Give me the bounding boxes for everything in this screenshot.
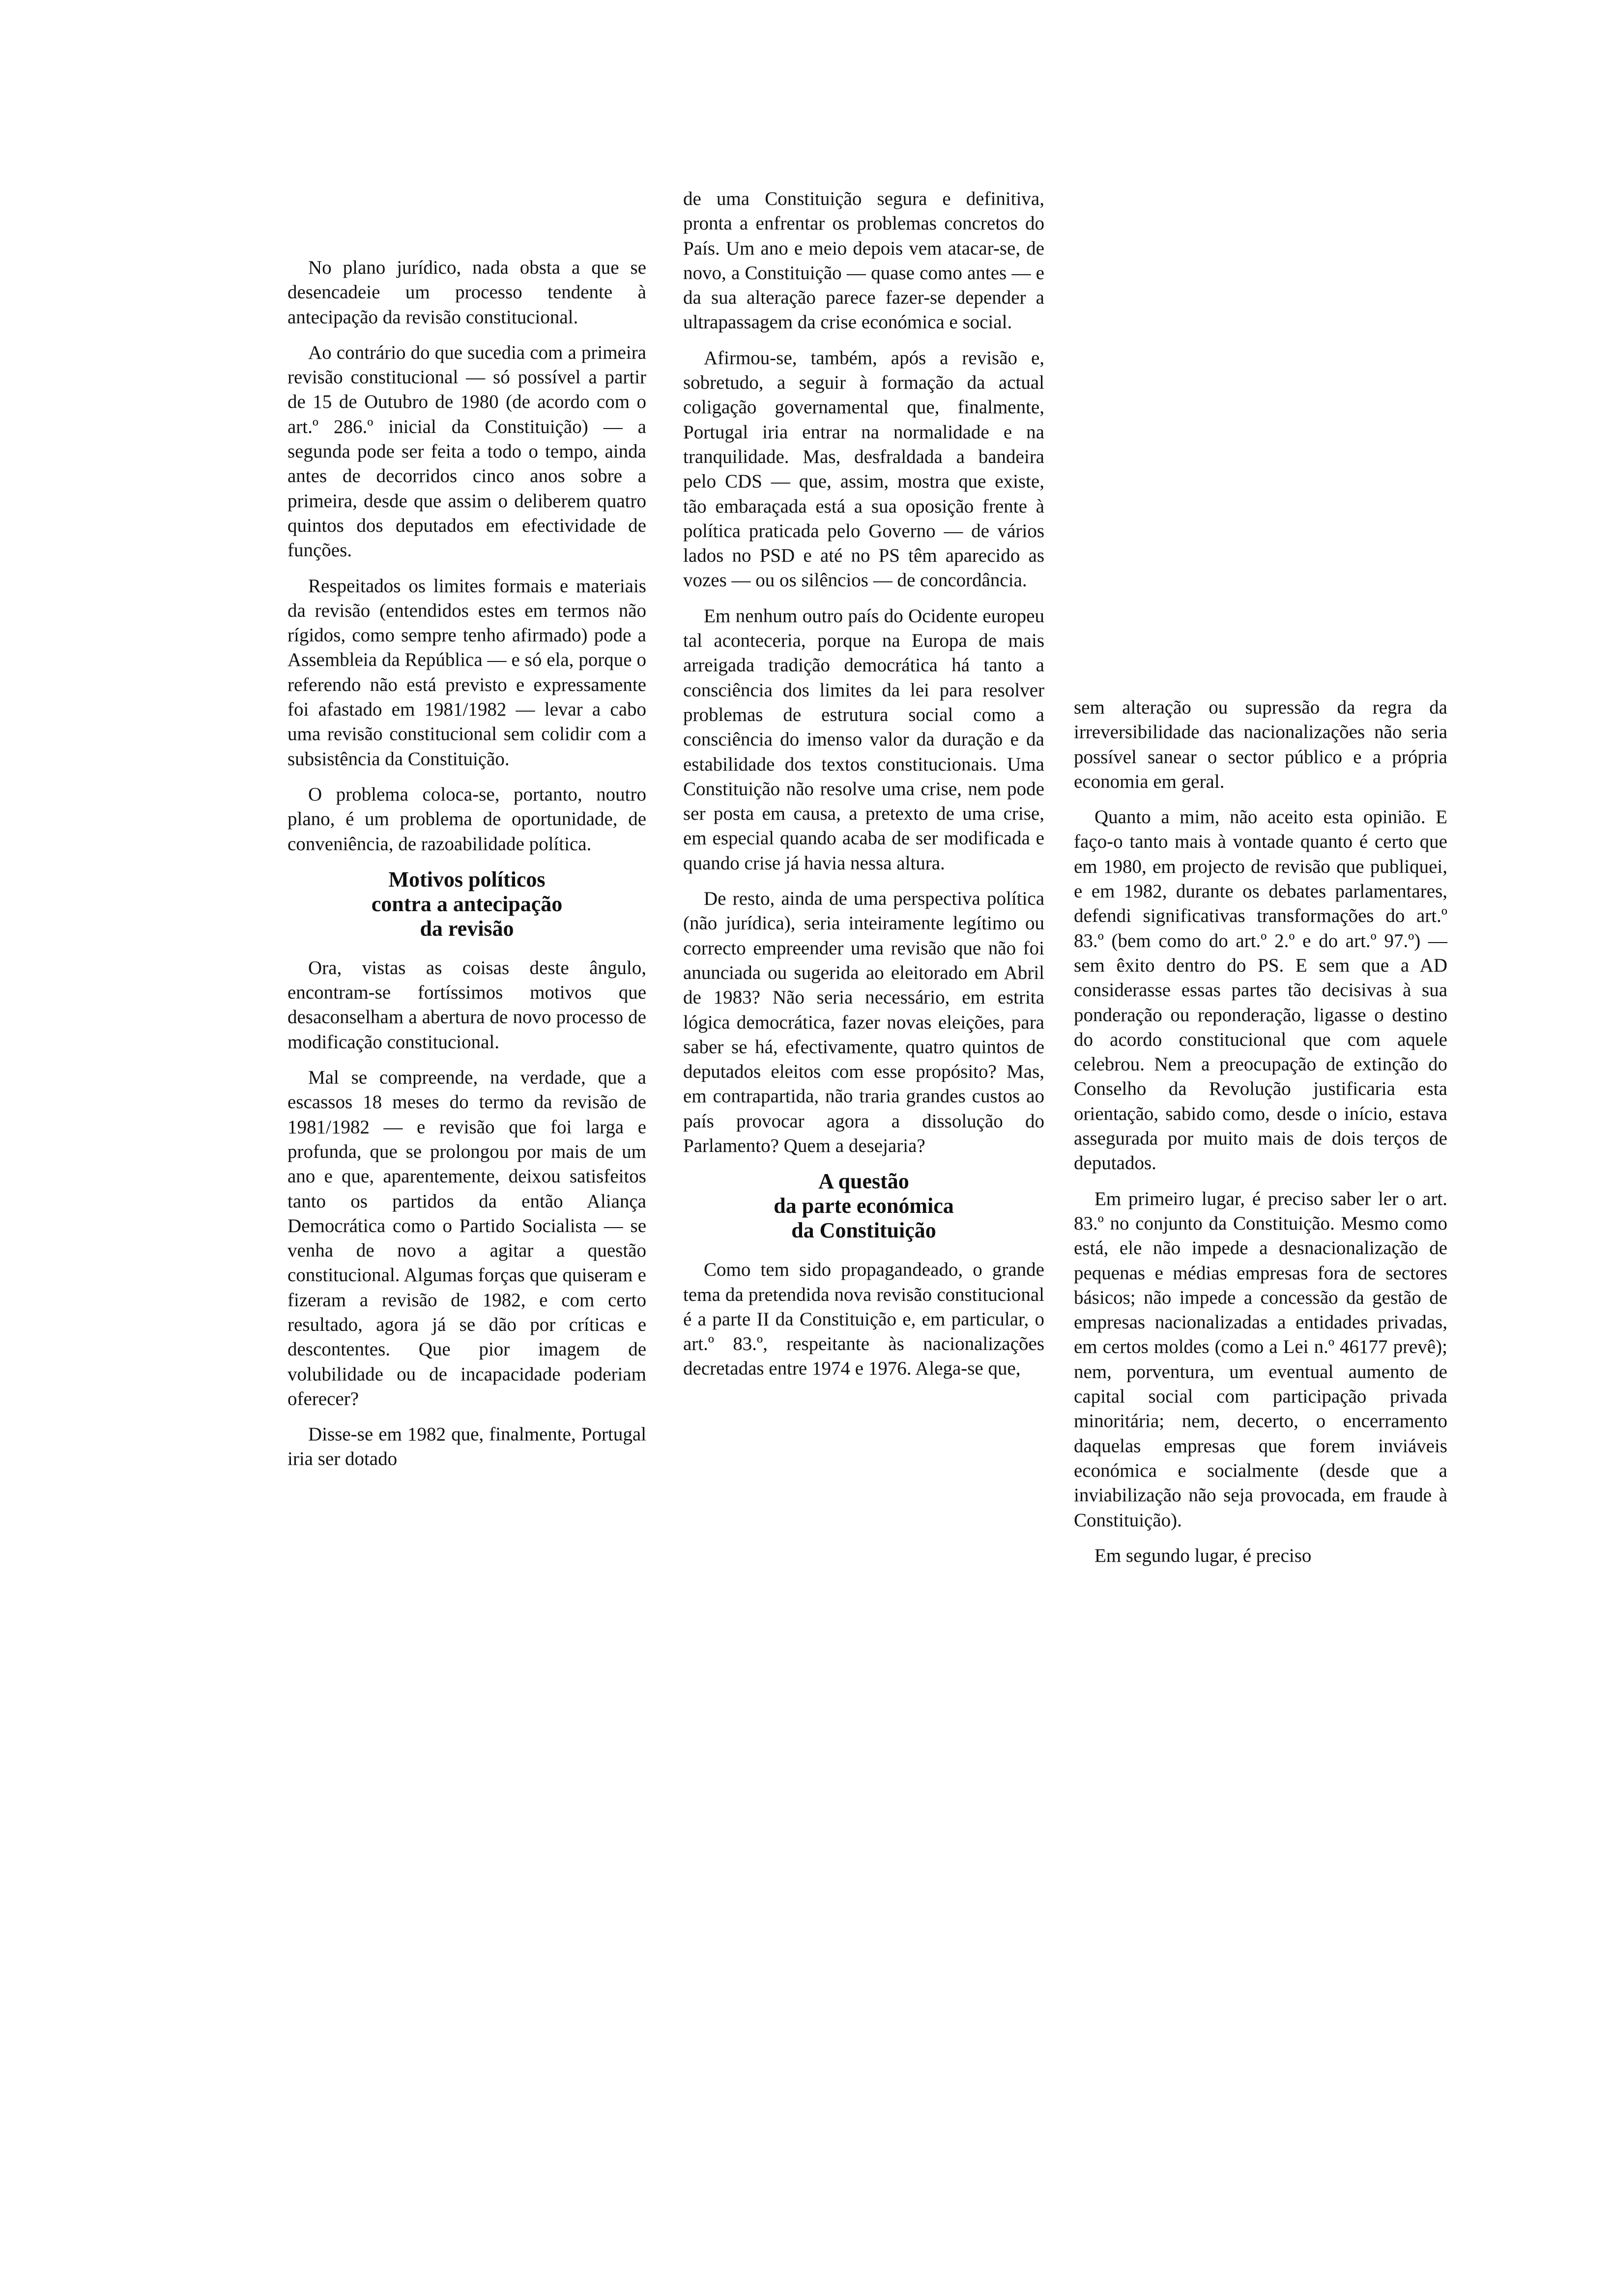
left-paragraph-3: Respeitados os limites formais e materiais da revisão (entendidos estes em termos não rígidos, como sempre tenho afirmado) pode a Assembleia da República — e só ela, porque o referendo não está previsto e expressamente foi afastado em 1981/1982 — levar a cabo uma revisão constitucional sem colidir com a subsistência da Constituição. — [288, 575, 646, 770]
left-paragraph-2: Ao contrário do que sucedia com a primeira revisão constitucional — só possível a partir de 15 de Outubro de 1980 (de acordo com o art.º 286.º inicial da Constituição) — a segunda pode ser feita a todo o tempo, ainda antes de decorridos cinco anos sobre a primeira, desde que assim o deliberem quatro quintos dos deputados em efectividade de funções. — [288, 342, 646, 561]
left-paragraph-7: Disse-se em 1982 que, finalmente, Portugal iria ser dotado — [288, 1424, 646, 1470]
middle-paragraph-2: Afirmou-se, também, após a revisão e, sobretudo, a seguir à formação da actual coligação governamental que, finalmente, Portugal iria entrar na normalidade e na tranquilidade. Mas, desfraldada a bandeira pelo CDS — que, assim, mostra que existe, tão embaraçada está a sua oposição frente à política praticada pelo Governo — de vários lados no PSD e até no PS têm aparecido as vozes — ou os silêncios — de concordância. — [683, 347, 1044, 591]
middle-column — [683, 187, 1044, 1392]
right-paragraph-2: Quanto a mim, não aceito esta opinião. E faço-o tanto mais à vontade quanto é certo que em 1980, em projecto de revisão que publiquei, e em 1982, durante os debates parlamentares, defendi significativas transformações do art.º 83.º (bem como do art.º 2.º e do art.º 97.º) — sem êxito dentro do PS. E sem que a AD considerasse essas partes tão decisivas à sua ponderação ou reponderação, ligasse o destino do acordo constitucional que com aquele celebrou. Nem a preocupação de extinção do Conselho da Revolução justificaria esta orientação, sabido como, desde o início, estava assegurada por muito mais de dois terços de deputados. — [1074, 806, 1447, 1174]
middle-paragraph-4: De resto, ainda de uma perspectiva política (não jurídica), seria inteiramente legítimo ou correcto empreender uma revisão que não foi anunciada ou sugerida ao eleitorado em Abril de 1983? Não seria necessário, em estrita lógica democrática, fazer novas eleições, para saber se há, efectivamente, quatro quintos de deputados eleitos com esse propósito? Mas, em contrapartida, não traria grandes custos ao país provocar agora a dissolução do Parlamento? Quem a desejaria? — [683, 888, 1044, 1156]
right-paragraph-1: sem alteração ou supressão da regra da irreversibilidade das nacionalizações não seria possível sanear o sector público e a própria economia em geral. — [1074, 697, 1447, 792]
heading-line: da parte económica — [774, 1194, 954, 1218]
heading-line: A questão — [818, 1169, 909, 1194]
left-paragraph-4: O problema coloca-se, portanto, noutro plano, é um problema de oportunidade, de conveniência, de razoabilidade política. — [288, 783, 646, 855]
left-paragraph-1: No plano jurídico, nada obsta a que se desencadeie um processo tendente à antecipação da revisão constitucional. — [288, 257, 646, 328]
heading-line: Motivos políticos — [388, 867, 546, 891]
left-paragraph-6: Mal se compreende, na verdade, que a escassos 18 meses do termo da revisão de 1981/1982 — e revisão que foi larga e profunda, que se prolongou por mais de um ano e que, aparentemente, deixou satisfeitos tanto os partidos da então Aliança Democrática como o Partido Socialista — se venha de novo a agitar a questão constitucional. Algumas forças que quiseram e fizeram a revisão de 1982, e com certo resultado, agora já se dão por críticas e descontentes. Que pior imagem de volubilidade ou de incapacidade poderiam oferecer? — [288, 1067, 646, 1409]
heading-line: contra a antecipação — [371, 891, 563, 916]
left-paragraph-5: Ora, vistas as coisas deste ângulo, encontram-se fortíssimos motivos que desaconselham a abertura de novo processo de modificação constitucional. — [288, 957, 646, 1053]
right-paragraph-4: Em segundo lugar, é preciso — [1094, 1545, 1312, 1566]
section-heading-questao — [683, 1169, 1044, 1243]
heading-line: da Constituição — [791, 1218, 936, 1243]
right-column — [1074, 695, 1447, 1579]
middle-paragraph-3: Em nenhum outro país do Ocidente europeu tal aconteceria, porque na Europa de mais arreigada tradição democrática há tanto a consciência dos limites da lei para resolver problemas de estrutura social como a consciência do imenso valor da duração e da estabilidade dos textos constitucionais. Uma Constituição não resolve uma crise, nem pode ser posta em causa, a pretexto de uma crise, em especial quando acaba de ser modificada e quando crise já havia nessa altura. — [683, 605, 1044, 874]
middle-paragraph-1: de uma Constituição segura e definitiva, pronta a enfrentar os problemas concretos do País. Um ano e meio depois vem atacar-se, de novo, a Constituição — quase como antes — e da sua alteração parece fazer-se depender a ultrapassagem da crise económica e social. — [683, 188, 1044, 333]
left-column — [288, 256, 646, 1483]
right-paragraph-3: Em primeiro lugar, é preciso saber ler o art. 83.º no conjunto da Constituição. Mesmo como está, ele não impede a desnacionalização de pequenas e médias empresas fora de sectores básicos; não impede a concessão da gestão de empresas nacionalizadas a entidades privadas, em certos moldes (como a Lei n.º 46177 prevê); nem, porventura, um eventual aumento de capital social com participação privada minoritária; nem, decerto, o encerramento daquelas empresas que forem inviáveis económica e socialmente (desde que a inviabilização não seja provocada, em fraude à Constituição). — [1074, 1188, 1447, 1531]
section-heading-motivos — [288, 867, 646, 941]
middle-paragraph-5: Como tem sido propagandeado, o grande tema da pretendida nova revisão constitucional é a parte II da Constituição e, em particular, o art.º 83.º, respeitante às nacionalizações decretadas entre 1974 e 1976. Alega-se que, — [683, 1259, 1044, 1379]
heading-line: da revisão — [420, 916, 514, 941]
